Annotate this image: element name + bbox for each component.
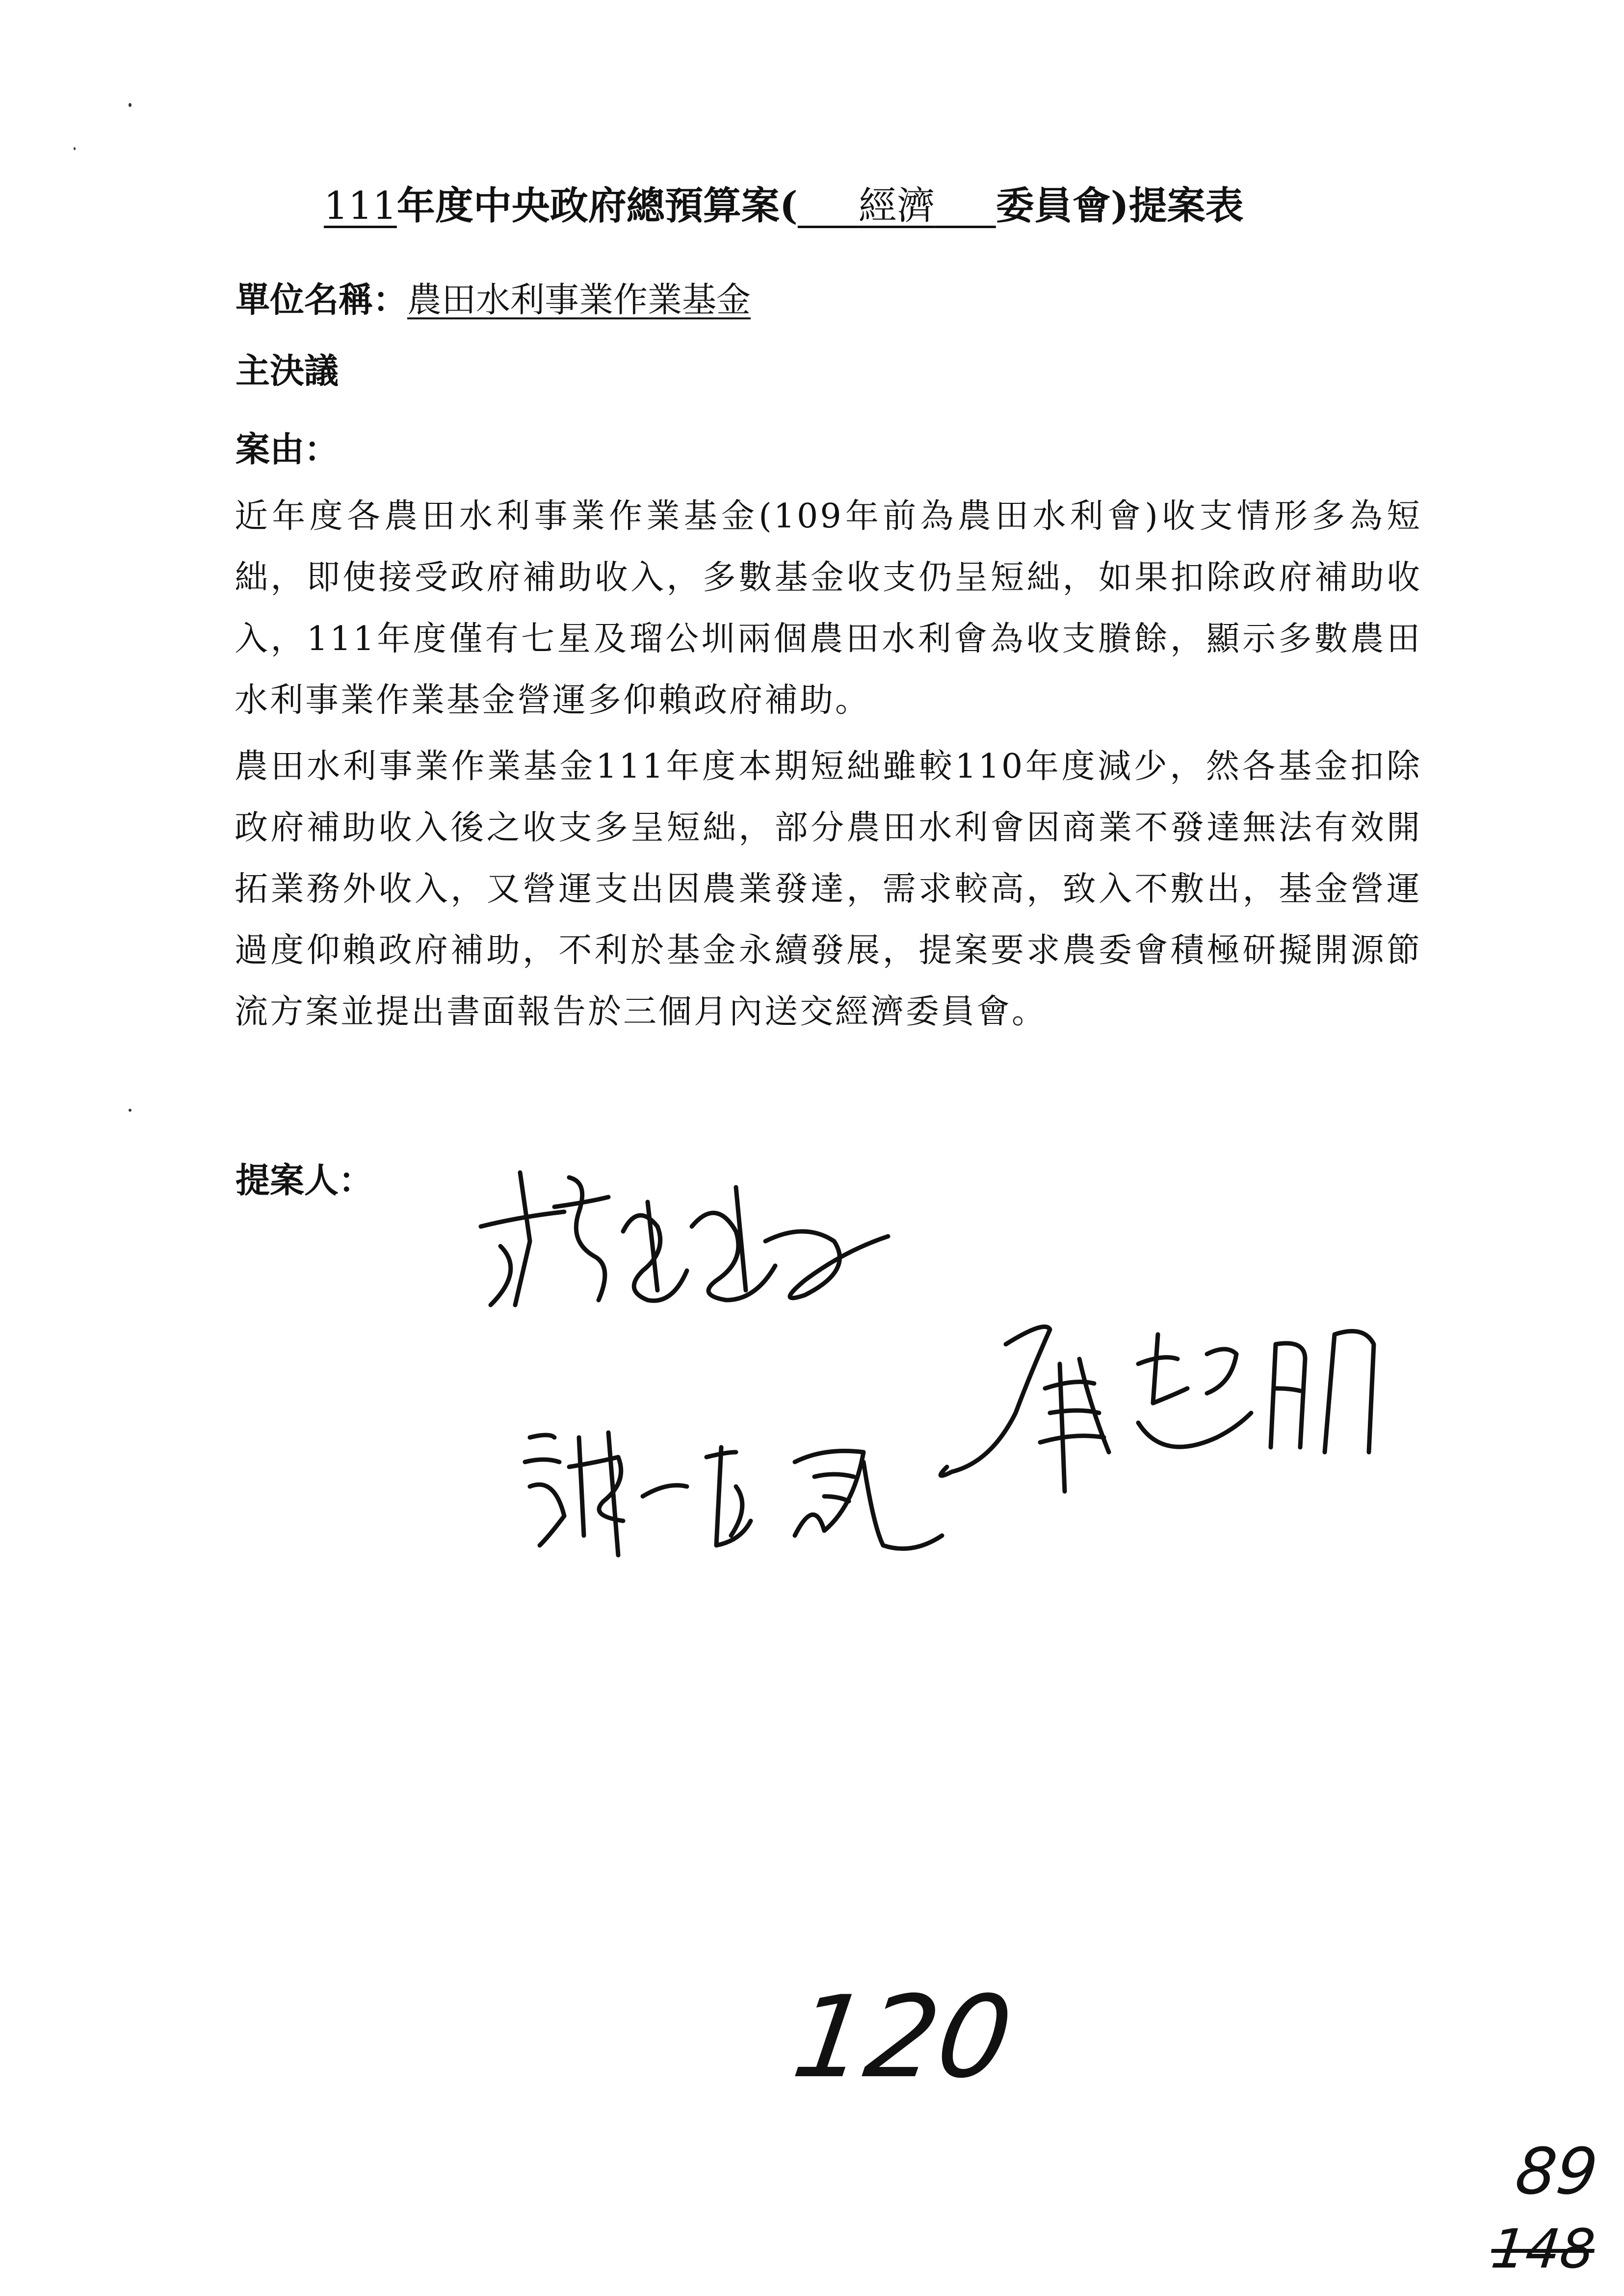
unit-name-row	[236, 272, 751, 322]
signature-3	[932, 1305, 1413, 1511]
document-title	[324, 169, 1354, 243]
title-text-before: 年度中央政府總預算案(	[396, 183, 798, 228]
scan-mark	[129, 1109, 131, 1112]
title-text-after: 委員會)提案表	[995, 183, 1244, 228]
scan-mark	[74, 147, 76, 150]
struck-page-number: 148	[1488, 2218, 1598, 2280]
reason-paragraph-1: 近年度各農田水利事業作業基金(109年前為農田水利會)收支情形多為短絀，即使接受政府補助收入，多數基金收支仍呈短絀，如果扣除政府補助收入，111年度僅有七星及瑠公圳兩個農田水利會為收支賸餘，顯示多數農田水利事業作業基金營運多仰賴政府補助。	[235, 497, 1422, 720]
reason-paragraph-2: 農田水利事業作業基金111年度本期短絀雖較110年度減少，然各基金扣除政府補助收入後之收支多呈短絀，部分農田水利會因商業不發達無法有效開拓業務外收入，又營運支出因農業發達，需求較高，致入不敷出，基金營運過度仰賴政府補助，不利於基金永續發展，提案要求農委會積極研擬開源節流方案並提出書面報告於三個月內送交經濟委員會。	[235, 747, 1422, 1031]
scan-mark	[129, 103, 131, 107]
reason-heading: 案由：	[236, 429, 339, 470]
committee-name: 經濟	[858, 184, 935, 228]
handwritten-page-number: 120	[786, 1972, 1020, 2103]
proposer-label: 提案人：	[236, 1160, 373, 1200]
unit-name-label: 單位名稱：	[236, 279, 407, 320]
decision-heading: 主決議	[236, 350, 339, 391]
budget-year: 111	[324, 184, 397, 228]
signature-1	[461, 1143, 927, 1349]
corner-page-number: 89	[1512, 2134, 1601, 2209]
unit-name-value: 農田水利事業作業基金	[407, 280, 751, 320]
signature-2	[520, 1418, 962, 1580]
